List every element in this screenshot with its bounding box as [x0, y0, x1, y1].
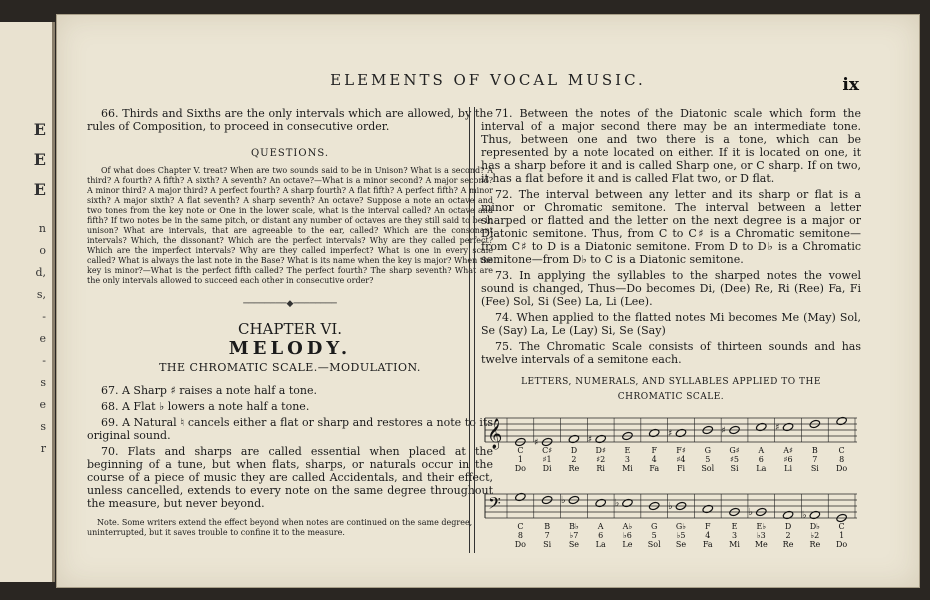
descending-syllable: Re — [782, 540, 794, 549]
sharp-icon: ♯ — [721, 426, 726, 436]
edge-fragment: d, — [35, 266, 46, 279]
left-column — [87, 107, 493, 538]
ascending-numeral: ♯2 — [596, 455, 606, 464]
descending-letter: B — [544, 522, 551, 531]
ascending-syllable: Li — [784, 464, 792, 473]
descending-numeral: 6 — [598, 531, 604, 540]
ascending-letter: D♯ — [595, 446, 606, 455]
edge-fragment: n — [38, 222, 46, 235]
paragraph-75: 75. The Chromatic Scale consists of thirteen sounds and has twelve intervals of a semitone each. — [481, 340, 861, 366]
descending-numeral: 1 — [839, 531, 845, 540]
ascending-syllable: Ri — [596, 464, 605, 473]
ascending-numeral: 4 — [651, 455, 657, 464]
ascending-syllable: Mi — [622, 464, 633, 473]
descending-syllable: Me — [754, 540, 768, 549]
descending-syllable: Le — [622, 540, 633, 549]
descending-letter: G — [651, 522, 658, 531]
paragraph-68: 68. A Flat ♭ lowers a note half a tone. — [101, 400, 310, 413]
ascending-numeral: 8 — [839, 455, 845, 464]
book-page — [56, 14, 920, 588]
edge-fragment: r — [40, 442, 46, 455]
paragraph-73: 73. In applying the syllables to the sharped notes the vowel sound is changed, Thus—Do becomes Di, (Dee) Re, Ri (Ree) Fa, Fi (Fee) Sol, Si (See) La, Li (Lee). — [481, 269, 861, 308]
descending-syllable: Fa — [702, 540, 713, 549]
chapter-number: CHAPTER VI. — [237, 320, 343, 338]
ascending-numeral: 5 — [705, 455, 711, 464]
sharp-icon: ♯ — [668, 429, 673, 439]
descending-syllable: Do — [835, 540, 848, 549]
descending-syllable: Si — [543, 540, 552, 549]
sharp-icon: ♯ — [775, 423, 780, 433]
descending-letter: C — [838, 522, 845, 531]
ascending-syllable: Do — [835, 464, 848, 473]
paragraph-74: 74. When applied to the flatted notes Mi becomes Me (May) Sol, Se (Say) La, Le (Lay) Si, Se (Say) — [481, 311, 861, 337]
table-subtitle: CHROMATIC SCALE. — [617, 392, 725, 402]
ascending-numeral: ♯6 — [783, 455, 793, 464]
descending-syllable: Se — [675, 540, 687, 549]
ascending-numeral: 2 — [571, 455, 577, 464]
ascending-letter: G♯ — [729, 446, 740, 455]
edge-fragment: s — [40, 420, 46, 433]
bass-clef-icon: 𝄢 — [488, 493, 501, 517]
descending-letter: G♭ — [675, 522, 687, 531]
ascending-syllable: Di — [542, 464, 552, 473]
footnote: Note. Some writers extend the effect beyond when notes are continued on the same degree, uninterrupted, but it saves trouble to confine it to the measure. — [87, 518, 473, 537]
edge-fragment: e — [39, 398, 46, 411]
ornament-rule: ────────◆──────── — [243, 299, 337, 309]
left-page-edge — [0, 22, 55, 582]
questions-heading: QUESTIONS. — [250, 148, 330, 159]
ascending-letter: C — [517, 446, 524, 455]
page-number: ix — [842, 75, 859, 95]
ascending-syllable: Si — [810, 464, 819, 473]
chapter-title: MELODY. — [228, 338, 352, 359]
edge-fragment: s — [40, 376, 46, 389]
flat-icon: ♭ — [560, 495, 566, 506]
flat-icon: ♭ — [748, 507, 754, 518]
ascending-numeral: ♯4 — [676, 455, 686, 464]
edge-fragment: o — [39, 244, 46, 257]
descending-numeral: 5 — [651, 531, 657, 540]
ascending-letter: F♯ — [676, 446, 686, 455]
descending-numeral: ♭7 — [569, 531, 579, 540]
edge-fragment: - — [42, 310, 46, 323]
descending-syllable: Re — [809, 540, 821, 549]
descending-letter: A♭ — [622, 522, 633, 531]
chapter-subtitle: THE CHROMATIC SCALE.—MODULATION. — [159, 361, 421, 374]
ascending-numeral: ♯1 — [542, 455, 552, 464]
descending-numeral: 7 — [544, 531, 550, 540]
descending-letter: E♭ — [756, 522, 767, 531]
descending-numeral: 2 — [785, 531, 791, 540]
descending-letter: D♭ — [809, 522, 820, 531]
descending-numeral: ♭3 — [756, 531, 766, 540]
ascending-letter: D — [570, 446, 578, 455]
flat-icon: ♭ — [614, 498, 620, 509]
paragraph-70: 70. Flats and sharps are called essential when placed at the beginning of a tune, but when flats, sharps, or naturals occur in the course of a piece of music they are called Accidentals, and their effect, unless cancelled, extends to every note on the same degree throughout the measure, but never beyond. — [87, 445, 493, 510]
descending-syllable: La — [595, 540, 606, 549]
paragraph-71: 71. Between the notes of the Diatonic scale which form the interval of a major second there may be an intermediate tone. Thus, between one and two there is a tone, which can be represented by a note located on either. If it is located on one, it has a sharp before it and is called Sharp one, or C sharp. If on two, it has a flat before it and is called Flat two, or D flat. — [481, 107, 861, 185]
descending-letter: C — [517, 522, 524, 531]
ascending-letter: F — [651, 446, 657, 455]
descending-syllable: Do — [514, 540, 526, 549]
ascending-numeral: 6 — [758, 455, 764, 464]
ascending-letter: C — [838, 446, 845, 455]
descending-numeral: ♭6 — [623, 531, 632, 540]
ascending-numeral: 7 — [812, 455, 818, 464]
descending-numeral: 8 — [517, 531, 523, 540]
edge-fragment: - — [42, 354, 46, 367]
edge-fragment: E — [33, 150, 46, 169]
paragraph-67: 67. A Sharp ♯ raises a note half a tone. — [101, 384, 317, 397]
ascending-letter: A♯ — [783, 446, 793, 455]
paragraph-69: 69. A Natural ♮ cancels either a flat or sharp and restores a note to its original sound. — [87, 416, 493, 442]
descending-syllable: Se — [568, 540, 580, 549]
descending-numeral: 4 — [705, 531, 711, 540]
ascending-syllable: Fi — [676, 464, 686, 473]
edge-fragment: E — [33, 120, 46, 139]
treble-clef-icon: 𝄞 — [487, 419, 503, 449]
descending-letter: A — [597, 522, 604, 531]
ascending-syllable: Re — [568, 464, 580, 473]
ascending-syllable: Si — [730, 464, 739, 473]
ascending-letter: G — [704, 446, 711, 455]
ascending-letter: E — [624, 446, 631, 455]
ascending-syllable: Sol — [701, 464, 715, 473]
descending-syllable: Mi — [729, 540, 740, 549]
ascending-syllable: La — [756, 464, 767, 473]
ascending-numeral: 1 — [517, 455, 523, 464]
flat-icon: ♭ — [668, 501, 673, 512]
edge-fragment: e — [39, 332, 46, 345]
ascending-numeral: ♯5 — [730, 455, 740, 464]
paragraph-72: 72. The interval between any letter and its sharp or flat is a minor or Chromatic semitone. The interval between a letter sharped or flatted and the letter on the next degree is a major or Diatonic semitone. Thus, from C to C♯ is a Chromatic semitone—from C♯ to D is a Diatonic semitone. From D to D♭ is a Chromatic semitone—from D♭ to C is a Diatonic semitone. — [481, 188, 861, 266]
running-header: ELEMENTS OF VOCAL MUSIC. — [330, 71, 646, 89]
descending-numeral: ♭2 — [810, 531, 820, 540]
edge-fragment: E — [33, 180, 46, 199]
descending-numeral: ♭5 — [676, 531, 686, 540]
descending-syllable: Sol — [647, 540, 661, 549]
descending-letter: D — [784, 522, 792, 531]
ascending-letter: A — [758, 446, 765, 455]
sharp-icon: ♯ — [534, 438, 539, 448]
chromatic-scale-table — [481, 410, 861, 560]
sharp-icon: ♯ — [587, 435, 593, 445]
ascending-letter: B — [811, 446, 818, 455]
ascending-syllable: Fa — [649, 464, 660, 473]
descending-letter: E — [731, 522, 738, 531]
descending-letter: F — [704, 522, 711, 531]
table-title: LETTERS, NUMERALS, AND SYLLABLES APPLIED TO THE — [521, 377, 821, 387]
descending-letter: B♭ — [569, 522, 579, 531]
ascending-numeral: 3 — [624, 455, 630, 464]
flat-icon: ♭ — [801, 510, 807, 521]
descending-numeral: 3 — [731, 531, 738, 540]
column-divider — [469, 107, 475, 553]
questions-text: Of what does Chapter V. treat? When are two sounds said to be in Unison? What is a second? A third? A fourth? A fifth? A sixth? A seventh? An octave?—What is a minor second? A major second? A minor third? A major third? A perfect fourth? A sharp fourth? A flat fifth? A perfect fifth? A minor sixth? A major sixth? A flat seventh? A sharp seventh? An octave? Suppose a note an octave and two tones from the key note or One in the lower scale, what is the interval called? An octave and fifth? If two notes be in the same pitch, or distant any number of octaves are they still said to be in unison? What are intervals, that are agreeable to the ear, called? Which are the consonant intervals? Which, the dissonant? Which are the perfect intervals? Why are they called perfect? Which are the imperfect intervals? Why are they called imperfect? What is one in every scale called? What is always the last note in the Base? What is its name when the key is major? When the key is minor?—What is the perfect fifth called? The perfect fourth? The sharp seventh? What are the only intervals allowed to succeed each other in consecutive order? — [87, 166, 493, 285]
ascending-letter: C♯ — [542, 446, 553, 455]
ascending-syllable: Do — [514, 464, 526, 473]
edge-fragment: s, — [36, 288, 46, 301]
right-column — [481, 107, 861, 560]
paragraph-66: 66. Thirds and Sixths are the only intervals which are allowed, by the rules of Composition, to proceed in consecutive order. — [87, 107, 493, 133]
